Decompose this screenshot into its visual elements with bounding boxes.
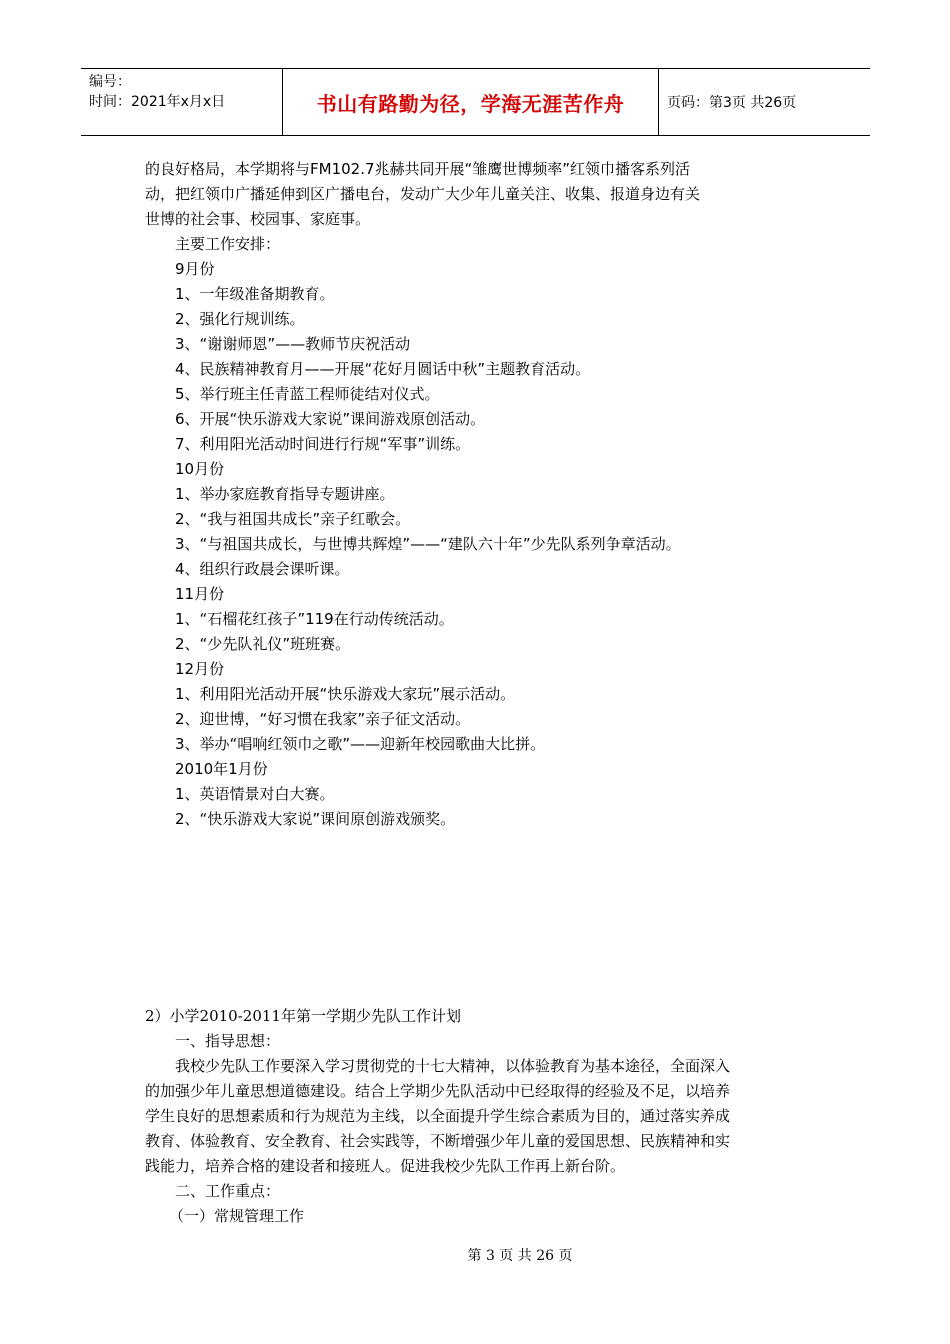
list-item: 4、民族精神教育月——开展“花好月圆话中秋”主题教育活动。 [175,360,591,378]
list-item: 7、利用阳光活动时间进行行规“军事”训练。 [175,435,471,453]
section-heading: 二、工作重点： [175,1182,281,1200]
main-schedule-title: 主要工作安排： [175,235,281,253]
month-label: 2010年1月份 [175,760,268,778]
list-item: 5、举行班主任青蓝工程师徒结对仪式。 [175,385,440,403]
list-item: 3、举办“唱响红领巾之歌”——迎新年校园歌曲大比拼。 [175,735,546,753]
list-item: 2、“少先队礼仪”班班赛。 [175,635,351,653]
list-item: 1、利用阳光活动开展“快乐游戏大家玩”展示活动。 [175,685,516,703]
list-item: 1、一年级准备期教育。 [175,285,335,303]
paragraph-line: 践能力，培养合格的建设者和接班人。促进我校少先队工作再上新台阶。 [145,1157,626,1175]
header-meta [81,69,282,135]
list-item: 2、“快乐游戏大家说”课间原创游戏颁奖。 [175,810,456,828]
document-number: 编号： [89,74,131,90]
list-item: 3、“谢谢师恩”——教师节庆祝活动 [175,335,411,353]
plan-body [145,157,810,832]
list-item: 6、开展“快乐游戏大家说”课间游戏原创活动。 [175,410,486,428]
list-item: 2、“我与祖国共成长”亲子红歌会。 [175,510,411,528]
month-label: 9月份 [175,260,215,278]
page-footer: 第 3 页 共 26 页 [467,1248,573,1264]
page-header [81,68,870,136]
intro-line: 世博的社会事、校园事、家庭事。 [145,210,371,228]
list-item: 1、举办家庭教育指导专题讲座。 [175,485,395,503]
paragraph-line: 教育、体验教育、安全教育、社会实践等，不断增强少年儿童的爱国思想、民族精神和实 [145,1132,731,1150]
section-heading: 一、指导思想： [175,1032,281,1050]
paragraph-line: 我校少先队工作要深入学习贯彻党的十七大精神，以体验教育为基本途径，全面深入 [175,1057,731,1075]
header-page-info: 页码：第3页 共26页 [667,95,797,111]
list-item: 1、英语情景对白大赛。 [175,785,335,803]
list-item: 1、“石榴花红孩子”119在行动传统活动。 [175,610,454,628]
paragraph-line: 的加强少年儿童思想道德建设。结合上学期少先队活动中已经取得的经验及不足，以培养 [145,1082,731,1100]
list-item: 3、“与祖国共成长，与世博共辉煌”——“建队六十年”少先队系列争章活动。 [175,535,681,553]
list-item: 2、迎世博，“好习惯在我家”亲子征文活动。 [175,710,471,728]
intro-line: 动，把红领巾广播延伸到区广播电台，发动广大少年儿童关注、收集、报道身边有关 [145,185,701,203]
section-2 [145,1004,810,1229]
document-date: 时间：2021年x月x日 [89,94,226,110]
header-motto: 书山有路勤为径，学海无涯苦作舟 [282,69,659,135]
list-item: 4、组织行政晨会课听课。 [175,560,350,578]
subsection-heading: （一）常规管理工作 [169,1207,305,1225]
month-label: 10月份 [175,460,225,478]
list-item: 2、强化行规训练。 [175,310,305,328]
month-label: 11月份 [175,585,225,603]
month-label: 12月份 [175,660,225,678]
section-title: 2）小学2010-2011年第一学期少先队工作计划 [145,1007,461,1025]
paragraph-line: 学生良好的思想素质和行为规范为主线，以全面提升学生综合素质为目的，通过落实养成 [145,1107,731,1125]
intro-line: 的良好格局，本学期将与FM102.7兆赫共同开展“雏鹰世博频率”红领巾播客系列活 [145,160,691,178]
